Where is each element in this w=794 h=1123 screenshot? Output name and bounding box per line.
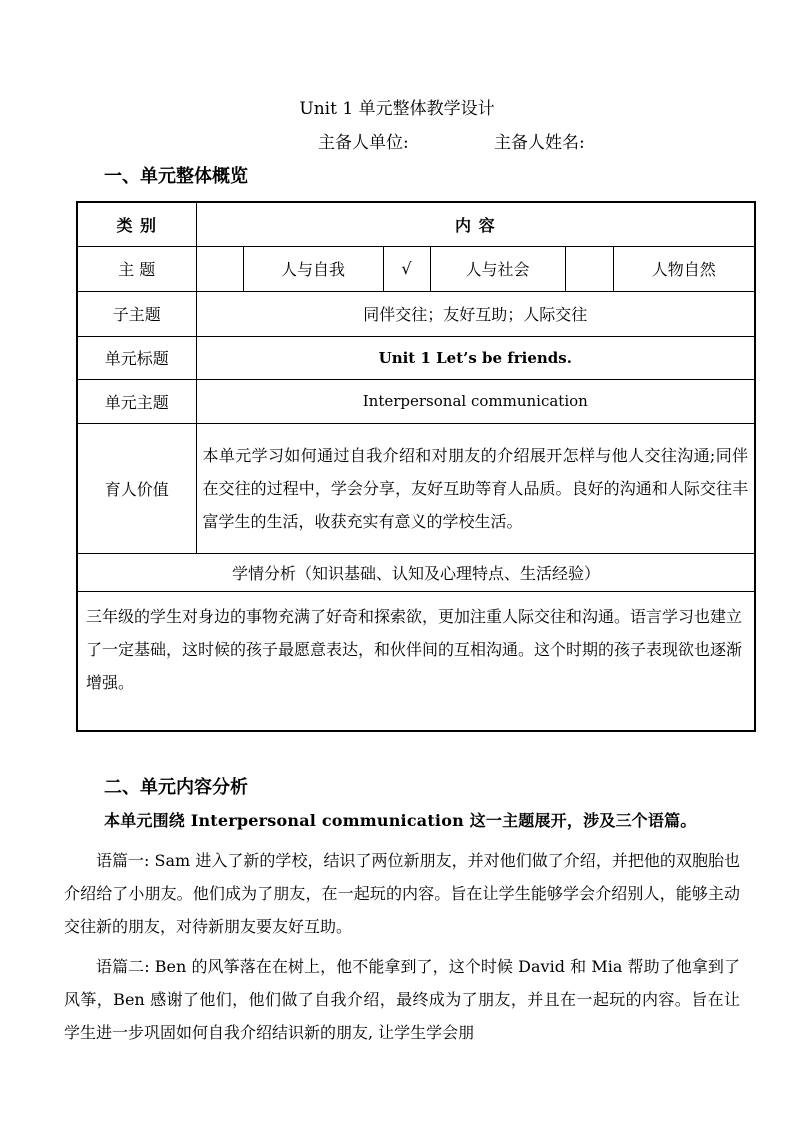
values-row bbox=[77, 423, 755, 553]
text1-paragraph: 语篇一: Sam 进入了新的学校，结识了两位新朋友，并对他们做了介绍，并把他的双胞胎也介绍给了小朋友。他们成为了朋友，在一起玩的内容。旨在让学生能够学会介绍别人，能够主动交往新的朋友，对待新朋友要友好互助。 bbox=[64, 851, 740, 936]
analysis-text: 三年级的学生对身边的事物充满了好奇和探索欲，更加注重人际交往和沟通。语言学习也建立了一定基础，这时候的孩子最愿意表达，和伙伴间的互相沟通。这个时期的孩子表现欲也逐渐增强。 bbox=[77, 591, 755, 731]
theme-option3-mark bbox=[565, 246, 613, 291]
unit-title-value: Unit 1 Let’s be friends. bbox=[196, 336, 755, 379]
unit-title-row bbox=[77, 336, 755, 379]
section2-heading: 二、单元内容分析 bbox=[104, 777, 248, 798]
subtheme-row bbox=[77, 291, 755, 336]
analysis-heading-row bbox=[77, 553, 755, 591]
unit-theme-row bbox=[77, 379, 755, 423]
theme-option2-checkmark: √ bbox=[383, 246, 430, 291]
unit-theme-label: 单元主题 bbox=[77, 379, 196, 423]
theme-option1: 人与自我 bbox=[243, 246, 383, 291]
table-header-row bbox=[77, 202, 755, 246]
section1-heading: 一、单元整体概览 bbox=[104, 166, 248, 187]
values-text: 本单元学习如何通过自我介绍和对朋友的介绍展开怎样与他人交往沟通;同伴在交往的过程中，学会分享，友好互助等育人品质。良好的沟通和人际交往丰富学生的生活，收获充实有意义的学校生活。 bbox=[196, 423, 755, 553]
overview-table bbox=[76, 201, 756, 732]
theme-option2: 人与社会 bbox=[430, 246, 565, 291]
analysis-row bbox=[77, 591, 755, 731]
analysis-heading: 学情分析（知识基础、认知及心理特点、生活经验） bbox=[77, 553, 755, 591]
section2-lead: 本单元围绕 Interpersonal communication 这一主题展开，涉及三个语篇。 bbox=[104, 811, 697, 830]
unit-theme-value: Interpersonal communication bbox=[196, 379, 755, 423]
content-paragraphs bbox=[64, 844, 740, 1049]
subtheme-value: 同伴交往；友好互助；人际交往 bbox=[196, 291, 755, 336]
values-label: 育人价值 bbox=[77, 423, 196, 553]
theme-row bbox=[77, 246, 755, 291]
subtheme-label: 子主题 bbox=[77, 291, 196, 336]
theme-label: 主 题 bbox=[77, 246, 196, 291]
category-header: 类 别 bbox=[77, 202, 196, 246]
document-title: Unit 1 单元整体教学设计 bbox=[299, 99, 495, 119]
unit-title-label: 单元标题 bbox=[77, 336, 196, 379]
preparer-name-label: 主备人姓名: bbox=[494, 133, 585, 153]
content-header: 内 容 bbox=[196, 202, 755, 246]
preparer-unit-label: 主备人单位: bbox=[318, 133, 409, 153]
theme-option3: 人物自然 bbox=[613, 246, 755, 291]
text2-paragraph: 语篇二: Ben 的风筝落在在树上，他不能拿到了，这个时候 David 和 Mia 帮助了他拿到了风筝，Ben 感谢了他们，他们做了自我介绍，最终成为了朋友，并且在一起玩的内容。旨在让学生进一步巩固如何自我介绍结识新的朋友, 让学生学会朋 bbox=[64, 957, 740, 1042]
theme-option1-mark bbox=[196, 246, 243, 291]
